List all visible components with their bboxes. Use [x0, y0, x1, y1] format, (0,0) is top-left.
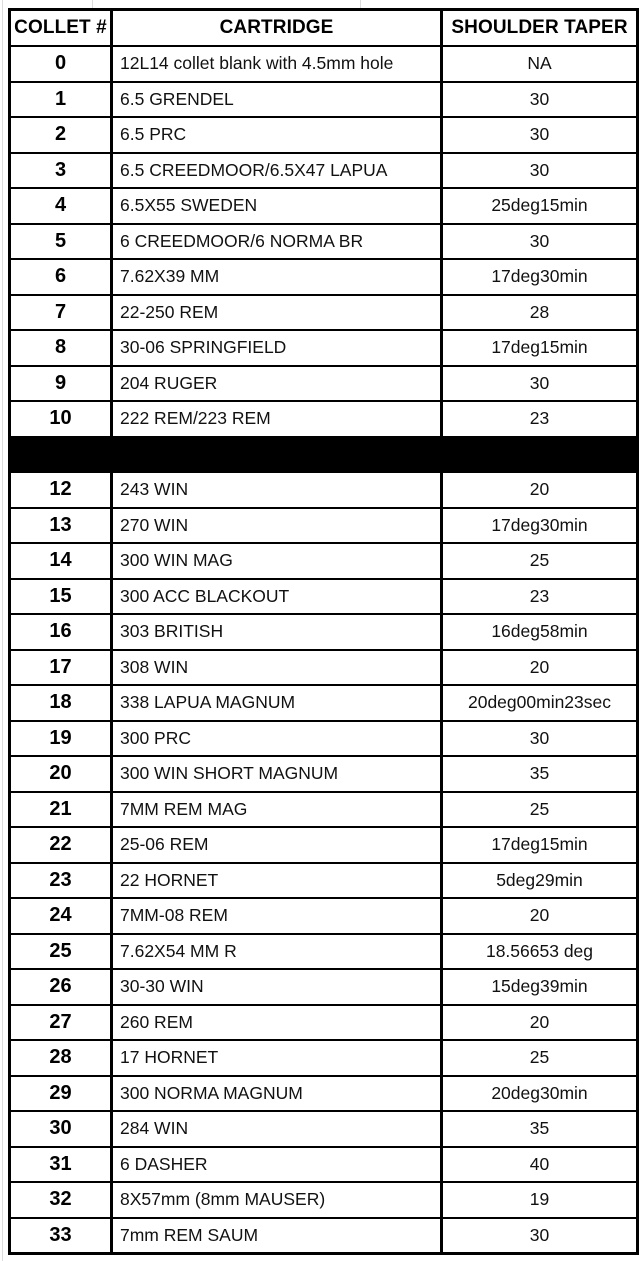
table-row: [10, 934, 638, 970]
cartridge-cell: 6.5 PRC: [112, 117, 442, 153]
collet-number-cell: 20: [10, 756, 112, 792]
cartridge-cell: 338 LAPUA MAGNUM: [112, 685, 442, 721]
collet-number-cell: 29: [10, 1076, 112, 1112]
shoulder-taper-cell: NA: [442, 46, 638, 82]
table-row: [10, 330, 638, 366]
shoulder-taper-cell: 30: [442, 721, 638, 757]
shoulder-taper-cell: 30: [442, 224, 638, 260]
sheet-gridline: [360, 0, 361, 8]
table-row: [10, 366, 638, 402]
table-row: [10, 863, 638, 899]
shoulder-taper-cell: 20: [442, 1005, 638, 1041]
table-row: [10, 1076, 638, 1112]
table-row: [10, 1147, 638, 1183]
shoulder-taper-cell: 23: [442, 579, 638, 615]
redacted-row: [10, 437, 638, 473]
collet-number-cell: 31: [10, 1147, 112, 1183]
shoulder-taper-cell: 23: [442, 401, 638, 437]
shoulder-taper-cell: 17deg30min: [442, 508, 638, 544]
column-header-cartridge: CARTRIDGE: [112, 10, 442, 47]
cartridge-cell: 308 WIN: [112, 650, 442, 686]
cartridge-cell: 8X57mm (8mm MAUSER): [112, 1182, 442, 1218]
collet-number-cell: 19: [10, 721, 112, 757]
sheet-gridline: [92, 0, 93, 8]
shoulder-taper-cell: 20: [442, 472, 638, 508]
collet-number-cell: 9: [10, 366, 112, 402]
shoulder-taper-cell: 20deg00min23sec: [442, 685, 638, 721]
cartridge-cell: 204 RUGER: [112, 366, 442, 402]
shoulder-taper-cell: 35: [442, 1111, 638, 1147]
collet-number-cell: 33: [10, 1218, 112, 1254]
collet-number-cell: 17: [10, 650, 112, 686]
column-header-collet-number: COLLET #: [10, 10, 112, 47]
cartridge-cell: 7mm REM SAUM: [112, 1218, 442, 1254]
cartridge-cell: 284 WIN: [112, 1111, 442, 1147]
collet-number-cell: 28: [10, 1040, 112, 1076]
shoulder-taper-cell: 17deg30min: [442, 259, 638, 295]
shoulder-taper-cell: 30: [442, 366, 638, 402]
shoulder-taper-cell: 30: [442, 1218, 638, 1254]
shoulder-taper-cell: 25deg15min: [442, 188, 638, 224]
table-row: [10, 1182, 638, 1218]
table-row: [10, 82, 638, 118]
collet-number-cell: 21: [10, 792, 112, 828]
cartridge-cell: 7MM REM MAG: [112, 792, 442, 828]
table-row: [10, 579, 638, 615]
cartridge-cell: 7.62X39 MM: [112, 259, 442, 295]
cartridge-cell: 300 NORMA MAGNUM: [112, 1076, 442, 1112]
cartridge-cell: 22 HORNET: [112, 863, 442, 899]
sheet-gridline: [2, 0, 3, 1261]
cartridge-cell: 7.62X54 MM R: [112, 934, 442, 970]
table-row: [10, 508, 638, 544]
table-row: [10, 1005, 638, 1041]
collet-number-cell: 6: [10, 259, 112, 295]
cartridge-cell: 6.5X55 SWEDEN: [112, 188, 442, 224]
shoulder-taper-cell: 25: [442, 543, 638, 579]
shoulder-taper-cell: 15deg39min: [442, 969, 638, 1005]
collet-number-cell: 24: [10, 898, 112, 934]
cartridge-cell: 6.5 GRENDEL: [112, 82, 442, 118]
table-body: [10, 46, 638, 1254]
table-row: [10, 224, 638, 260]
header-row: [10, 10, 638, 47]
cartridge-cell: 30-30 WIN: [112, 969, 442, 1005]
shoulder-taper-cell: 19: [442, 1182, 638, 1218]
collet-number-cell: 26: [10, 969, 112, 1005]
table-row: [10, 827, 638, 863]
collet-number-cell: 2: [10, 117, 112, 153]
shoulder-taper-cell: 35: [442, 756, 638, 792]
collet-number-cell: 32: [10, 1182, 112, 1218]
collet-number-cell: 16: [10, 614, 112, 650]
cartridge-cell: 303 BRITISH: [112, 614, 442, 650]
collet-number-cell: 18: [10, 685, 112, 721]
cartridge-cell: 300 WIN SHORT MAGNUM: [112, 756, 442, 792]
collet-number-cell: 10: [10, 401, 112, 437]
collet-number-cell: 12: [10, 472, 112, 508]
cartridge-cell: 6 DASHER: [112, 1147, 442, 1183]
cartridge-cell: 222 REM/223 REM: [112, 401, 442, 437]
table-row: [10, 685, 638, 721]
table-row: [10, 472, 638, 508]
table-row: [10, 756, 638, 792]
table-row: [10, 401, 638, 437]
collet-number-cell: 4: [10, 188, 112, 224]
collet-number-cell: 3: [10, 153, 112, 189]
collet-number-cell: 25: [10, 934, 112, 970]
cartridge-cell: 25-06 REM: [112, 827, 442, 863]
collet-number-cell: 22: [10, 827, 112, 863]
table-row: [10, 721, 638, 757]
table-row: [10, 295, 638, 331]
shoulder-taper-cell: 17deg15min: [442, 827, 638, 863]
table-row: [10, 650, 638, 686]
cartridge-cell: 270 WIN: [112, 508, 442, 544]
shoulder-taper-cell: 25: [442, 1040, 638, 1076]
table-row: [10, 792, 638, 828]
shoulder-taper-cell: 20deg30min: [442, 1076, 638, 1112]
collet-number-cell: 1: [10, 82, 112, 118]
collet-taper-table: [8, 8, 639, 1255]
table-row: [10, 188, 638, 224]
collet-number-cell: 27: [10, 1005, 112, 1041]
cartridge-cell: 300 PRC: [112, 721, 442, 757]
collet-number-cell: 14: [10, 543, 112, 579]
shoulder-taper-cell: 30: [442, 153, 638, 189]
shoulder-taper-cell: 20: [442, 650, 638, 686]
cartridge-cell: 243 WIN: [112, 472, 442, 508]
cartridge-cell: 7MM-08 REM: [112, 898, 442, 934]
table-row: [10, 1218, 638, 1254]
cartridge-cell: 12L14 collet blank with 4.5mm hole: [112, 46, 442, 82]
shoulder-taper-cell: 40: [442, 1147, 638, 1183]
table-row: [10, 543, 638, 579]
shoulder-taper-cell: 20: [442, 898, 638, 934]
cartridge-cell: 300 WIN MAG: [112, 543, 442, 579]
table-row: [10, 117, 638, 153]
collet-number-cell: 0: [10, 46, 112, 82]
table-row: [10, 969, 638, 1005]
collet-number-cell: 30: [10, 1111, 112, 1147]
collet-number-cell: 5: [10, 224, 112, 260]
cartridge-cell: 260 REM: [112, 1005, 442, 1041]
table-row: [10, 898, 638, 934]
table-row: [10, 259, 638, 295]
shoulder-taper-cell: 16deg58min: [442, 614, 638, 650]
collet-number-cell: 15: [10, 579, 112, 615]
column-header-shoulder-taper: SHOULDER TAPER: [442, 10, 638, 47]
shoulder-taper-cell: 30: [442, 82, 638, 118]
table-row: [10, 1111, 638, 1147]
shoulder-taper-cell: 5deg29min: [442, 863, 638, 899]
cartridge-cell: 6.5 CREEDMOOR/6.5X47 LAPUA: [112, 153, 442, 189]
table-row: [10, 153, 638, 189]
shoulder-taper-cell: 30: [442, 117, 638, 153]
shoulder-taper-cell: 18.56653 deg: [442, 934, 638, 970]
cartridge-cell: 6 CREEDMOOR/6 NORMA BR: [112, 224, 442, 260]
cartridge-cell: 30-06 SPRINGFIELD: [112, 330, 442, 366]
table-row: [10, 46, 638, 82]
collet-number-cell: 13: [10, 508, 112, 544]
cartridge-cell: 17 HORNET: [112, 1040, 442, 1076]
table-row: [10, 1040, 638, 1076]
table-row: [10, 614, 638, 650]
cartridge-cell: 300 ACC BLACKOUT: [112, 579, 442, 615]
collet-number-cell: 23: [10, 863, 112, 899]
shoulder-taper-cell: 17deg15min: [442, 330, 638, 366]
shoulder-taper-cell: 25: [442, 792, 638, 828]
collet-number-cell: 7: [10, 295, 112, 331]
cartridge-cell: 22-250 REM: [112, 295, 442, 331]
redacted-cell: [10, 437, 638, 473]
collet-number-cell: 8: [10, 330, 112, 366]
shoulder-taper-cell: 28: [442, 295, 638, 331]
